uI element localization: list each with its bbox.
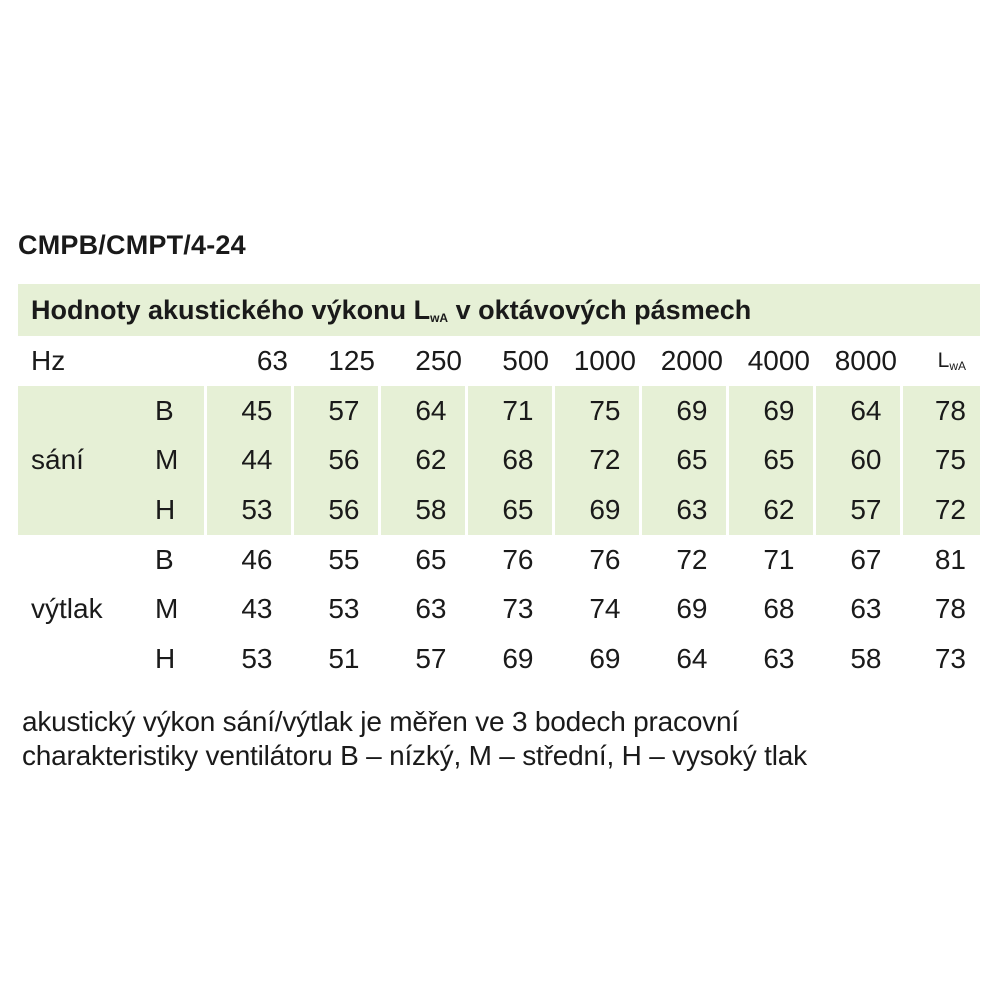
- value-cell: 71: [466, 386, 553, 436]
- group-label: výtlak: [31, 593, 103, 625]
- value-cell: 69: [727, 386, 814, 436]
- lwa-value-cell: 81: [901, 535, 980, 585]
- value-cell: 65: [379, 535, 466, 585]
- value-cell: 60: [814, 435, 901, 485]
- band-header: 125: [328, 344, 375, 376]
- level-label: H: [155, 642, 176, 674]
- band-header: 8000: [834, 344, 897, 376]
- band-header: 4000: [747, 344, 810, 376]
- value-cell: 56: [292, 485, 379, 535]
- value-cell: 73: [466, 584, 553, 634]
- value-cell: 65: [727, 435, 814, 485]
- value-cell: 63: [640, 485, 727, 535]
- measurement-note: [22, 705, 982, 773]
- value-cell: 56: [292, 435, 379, 485]
- value-cell: 45: [205, 386, 292, 436]
- value-cell: 62: [727, 485, 814, 535]
- value-cell: 69: [553, 634, 640, 684]
- value-cell: 69: [640, 386, 727, 436]
- lwa-value-cell: 78: [901, 386, 980, 436]
- lwa-header: $L_{wA}$: [937, 348, 967, 373]
- table-row: [18, 386, 980, 436]
- value-cell: 53: [205, 485, 292, 535]
- lwa-value-cell: 73: [901, 634, 980, 684]
- value-cell: 75: [553, 386, 640, 436]
- value-cell: 43: [205, 584, 292, 634]
- value-cell: 53: [292, 584, 379, 634]
- table-row: [18, 535, 980, 585]
- value-cell: 67: [814, 535, 901, 585]
- value-cell: 69: [640, 584, 727, 634]
- band-header: 63: [256, 344, 288, 376]
- value-cell: 65: [640, 435, 727, 485]
- value-cell: 68: [727, 584, 814, 634]
- band-header: 2000: [660, 344, 723, 376]
- value-cell: 64: [379, 386, 466, 436]
- value-cell: 57: [379, 634, 466, 684]
- band-header: 250: [415, 344, 462, 376]
- level-label: B: [155, 543, 174, 575]
- lwa-value-cell: 72: [901, 485, 980, 535]
- level-label: H: [143, 485, 205, 535]
- value-cell: 63: [814, 584, 901, 634]
- note-line-2: charakteristiky ventilátoru B – nízký, M – střední, H – vysoký tlak: [22, 740, 807, 771]
- value-cell: 57: [292, 386, 379, 436]
- band-header: 500: [502, 344, 549, 376]
- value-cell: 72: [553, 435, 640, 485]
- value-cell: 64: [640, 634, 727, 684]
- lwa-value-cell: 75: [901, 435, 980, 485]
- value-cell: 53: [205, 634, 292, 684]
- value-cell: 55: [292, 535, 379, 585]
- frequency-header-row: [18, 336, 980, 386]
- level-label: M: [155, 593, 179, 625]
- level-label: B: [143, 386, 205, 436]
- table-row: [18, 485, 980, 535]
- value-cell: 57: [814, 485, 901, 535]
- value-cell: 62: [379, 435, 466, 485]
- value-cell: 63: [727, 634, 814, 684]
- lwa-value-cell: 78: [901, 584, 980, 634]
- value-cell: 58: [379, 485, 466, 535]
- table-caption: Hodnoty akustického výkonu $L_{wA}$ v oktávových pásmech: [18, 284, 980, 336]
- value-cell: 64: [814, 386, 901, 436]
- table-caption-row: [18, 284, 980, 336]
- value-cell: 58: [814, 634, 901, 684]
- value-cell: 76: [553, 535, 640, 585]
- table-row: [18, 634, 980, 684]
- value-cell: 44: [205, 435, 292, 485]
- sound-power-table: [18, 284, 980, 684]
- group-label: sání: [18, 386, 143, 535]
- value-cell: 65: [466, 485, 553, 535]
- value-cell: 76: [466, 535, 553, 585]
- table-row: [18, 435, 980, 485]
- value-cell: 72: [640, 535, 727, 585]
- value-cell: 69: [466, 634, 553, 684]
- header-spacer: [143, 336, 205, 386]
- value-cell: 68: [466, 435, 553, 485]
- value-cell: 71: [727, 535, 814, 585]
- hz-label: Hz: [31, 344, 66, 376]
- value-cell: 63: [379, 584, 466, 634]
- page-title: CMPB/CMPT/4-24: [18, 230, 246, 260]
- note-line-1: akustický výkon sání/výtlak je měřen ve 3 bodech pracovní: [22, 706, 739, 737]
- value-cell: 74: [553, 584, 640, 634]
- value-cell: 51: [292, 634, 379, 684]
- table-row: [18, 584, 980, 634]
- band-header: 1000: [573, 344, 636, 376]
- level-label: M: [143, 435, 205, 485]
- value-cell: 69: [553, 485, 640, 535]
- value-cell: 46: [205, 535, 292, 585]
